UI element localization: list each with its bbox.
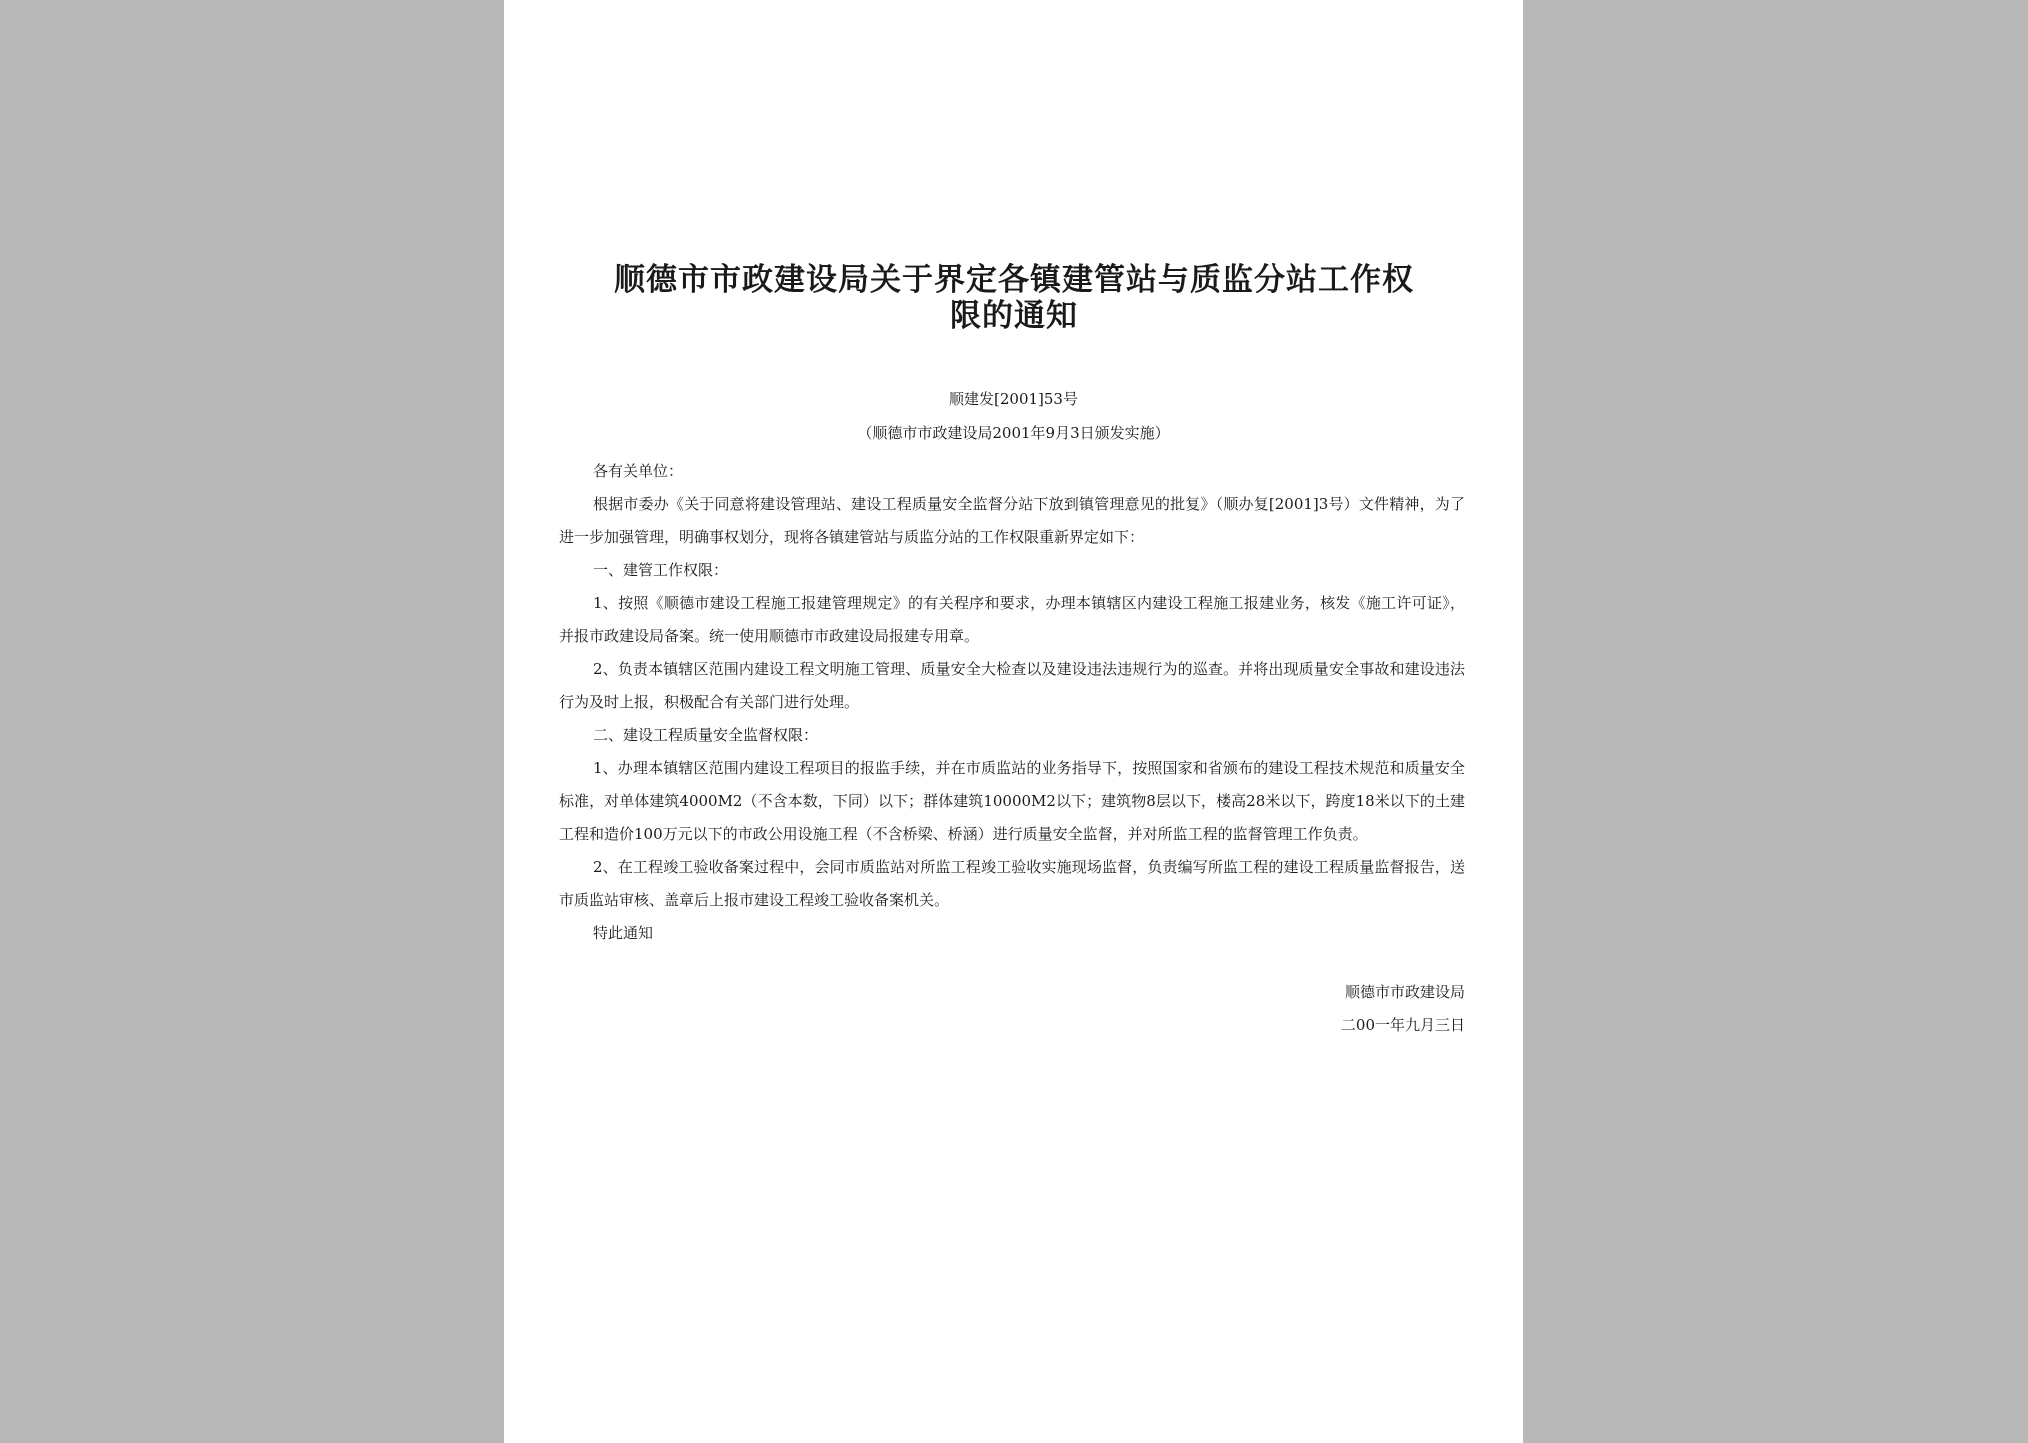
document-body [559, 455, 1465, 950]
paragraph-1-2: 2、负责本镇辖区范围内建设工程文明施工管理、质量安全大检查以及建设违法违规行为的巡查。并将出现质量安全事故和建设违法行为及时上报，积极配合有关部门进行处理。 [559, 660, 1465, 711]
salutation: 各有关单位： [593, 462, 684, 480]
paragraph-1-1: 1、按照《顺德市建设工程施工报建管理规定》的有关程序和要求，办理本镇辖区内建设工程施工报建业务，核发《施工许可证》，并报市政建设局备案。统一使用顺德市市政建设局报建专用章。 [559, 594, 1465, 645]
signature-date: 二00一年九月三日 [1340, 1016, 1465, 1034]
section-heading-1: 一、建管工作权限： [593, 561, 729, 579]
document-number: 顺建发[2001]53号 [949, 390, 1078, 408]
paragraph-2-2: 2、在工程竣工验收备案过程中，会同市质监站对所监工程竣工验收实施现场监督，负责编写所监工程的建设工程质量监督报告，送市质监站审核、盖章后上报市建设工程竣工验收备案机关。 [559, 858, 1465, 909]
section-heading-2: 二、建设工程质量安全监督权限： [593, 726, 819, 744]
document-title: 顺德市市政建设局关于界定各镇建管站与质监分站工作权限的通知 [614, 262, 1414, 334]
paragraph-intro: 根据市委办《关于同意将建设管理站、建设工程质量安全监督分站下放到镇管理意见的批复》（顺办复[2001]3号）文件精神，为了进一步加强管理，明确事权划分，现将各镇建管站与质监分站的工作权限重新界定如下： [559, 495, 1465, 546]
paragraph-2-1: 1、办理本镇辖区范围内建设工程项目的报监手续，并在市质监站的业务指导下，按照国家和省颁布的建设工程技术规范和质量安全标准，对单体建筑4000M2（不含本数，下同）以下；群体建筑10000M2以下；建筑物8层以下，楼高28米以下，跨度18米以下的土建工程和造价100万元以下的市政公用设施工程（不含桥梁、桥涵）进行质量安全监督，并对所监工程的监督管理工作负责。 [559, 759, 1465, 843]
issued-note: （顺德市市政建设局2001年9月3日颁发实施） [857, 424, 1170, 442]
document-page [504, 0, 1523, 1443]
signature-organization: 顺德市市政建设局 [1344, 983, 1465, 1001]
closing-line: 特此通知 [593, 924, 654, 942]
